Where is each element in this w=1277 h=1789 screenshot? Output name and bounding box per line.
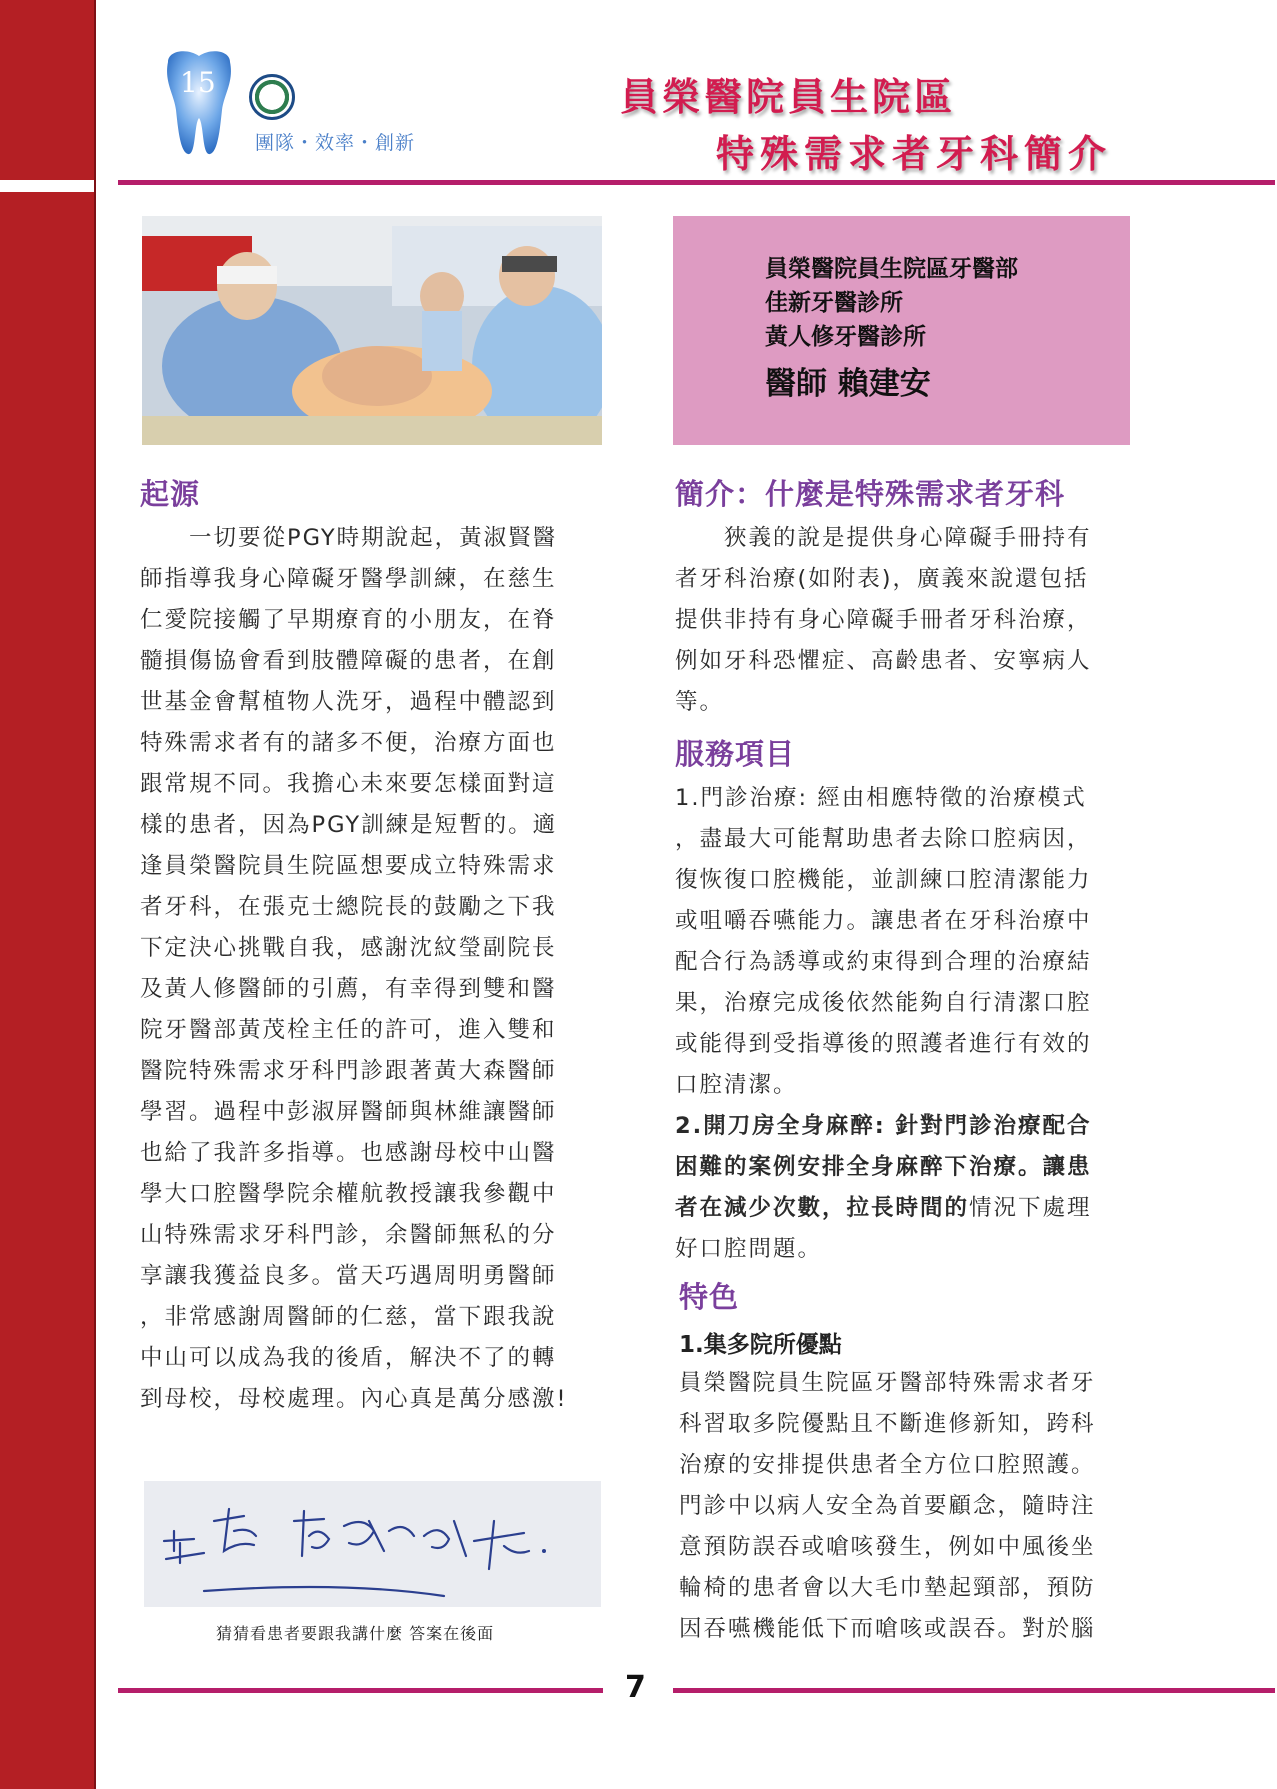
emblem-seal-icon (249, 74, 295, 120)
handwriting-image (144, 1481, 601, 1607)
origin-paragraph (140, 518, 568, 1420)
header-divider (118, 180, 1275, 185)
service1-paragraph (675, 778, 1092, 1106)
tooth-icon (160, 48, 238, 158)
feature-paragraph (679, 1363, 1096, 1650)
intro-line: 狹義的說是提供身心障礙手冊持有 (675, 525, 1092, 551)
origin-line: ，非常感謝周醫師的仁慈，當下跟我說 (140, 1304, 557, 1330)
intro-line: 等。 (675, 689, 725, 715)
left-sidebar-band (0, 0, 94, 1789)
origin-line: 特殊需求者有的諸多不便，治療方面也 (140, 730, 557, 756)
service1-line: 或咀嚼吞嚥能力。讓患者在牙科治療中 (675, 908, 1092, 934)
issue-number: 15 (180, 66, 216, 99)
origin-line: 一切要從PGY時期說起，黃淑賢醫 (140, 525, 558, 551)
feature-line: 門診中以病人安全為首要顧念，隨時注 (679, 1493, 1096, 1519)
service1-line: 配合行為誘導或約束得到合理的治療結 (675, 949, 1092, 975)
section-heading-services: 服務項目 (675, 737, 796, 771)
section-heading-features: 特色 (679, 1280, 740, 1314)
motto: 團隊・效率・創新 (255, 132, 416, 154)
origin-line: 院牙醫部黃茂栓主任的許可，進入雙和 (140, 1017, 557, 1043)
origin-line: 享讓我獲益良多。當天巧遇周明勇醫師 (140, 1263, 557, 1289)
image-caption: 猜猜看患者要跟我講什麼 答案在後面 (216, 1624, 495, 1643)
feature-line: 治療的安排提供患者全方位口腔照護。 (679, 1452, 1096, 1478)
footer-divider-right (673, 1688, 1275, 1693)
service1-line: 口腔清潔。 (675, 1072, 798, 1098)
origin-line: 學習。過程中彭淑屏醫師與林維讓醫師 (140, 1099, 557, 1125)
page-title-line2: 特殊需求者牙科簡介 (716, 132, 1113, 176)
origin-line: 者牙科，在張克士總院長的鼓勵之下我 (140, 894, 557, 920)
feature-line: 員榮醫院員生院區牙醫部特殊需求者牙 (679, 1370, 1096, 1396)
section-heading-intro: 簡介：什麼是特殊需求者牙科 (675, 477, 1066, 511)
author-name: 醫師 賴建安 (765, 366, 931, 402)
origin-line: 逢員榮醫院員生院區想要成立特殊需求 (140, 853, 557, 879)
section-heading-origin: 起源 (140, 477, 201, 511)
service1-line: 果，治療完成後依然能夠自行清潔口腔 (675, 990, 1092, 1016)
origin-line: 及黃人修醫師的引薦，有幸得到雙和醫 (140, 976, 557, 1002)
service2-line1: 2.開刀房全身麻醉: 針對門診治療配合 (675, 1113, 1092, 1139)
service2-line3 (675, 1188, 1092, 1229)
service1-line: 或能得到受指導後的照護者進行有效的 (675, 1031, 1092, 1057)
affiliation-3: 黃人修牙醫診所 (765, 324, 926, 350)
service1-line: 1.門診治療: 經由相應特徵的治療模式 (675, 785, 1087, 811)
service2-line2: 困難的案例安排全身麻醉下治療。讓患 (675, 1154, 1092, 1180)
affiliation-1: 員榮醫院員生院區牙醫部 (765, 256, 1018, 282)
origin-line: 醫院特殊需求牙科門診跟著黃大森醫師 (140, 1058, 557, 1084)
service2-line3-tail: 情況下處理 (969, 1195, 1092, 1221)
origin-line: 跟常規不同。我擔心未來要怎樣面對這 (140, 771, 557, 797)
feature-line: 輪椅的患者會以大毛巾墊起頸部，預防 (679, 1575, 1096, 1601)
feature-line: 科習取多院優點且不斷進修新知，跨科 (679, 1411, 1096, 1437)
dental-treatment-photo (142, 216, 602, 445)
feature-line: 意預防誤吞或嗆咳發生，例如中風後坐 (679, 1534, 1096, 1560)
page-number: 7 (625, 1670, 646, 1705)
page-title-line1: 員榮醫院員生院區 (620, 75, 957, 119)
origin-line: 也給了我許多指導。也感謝母校中山醫 (140, 1140, 557, 1166)
origin-line: 樣的患者，因為PGY訓練是短暫的。適 (140, 812, 558, 838)
feature-line: 因吞嚥機能低下而嗆咳或誤吞。對於腦 (679, 1616, 1096, 1642)
service1-line: ，盡最大可能幫助患者去除口腔病因， (675, 826, 1092, 852)
intro-line: 者牙科治療(如附表)，廣義來說還包括 (675, 566, 1089, 592)
intro-line: 提供非持有身心障礙手冊者牙科治療， (675, 607, 1092, 633)
affiliation-2: 佳新牙醫診所 (765, 290, 903, 316)
sidebar-edge (94, 0, 96, 1789)
service2-paragraph (675, 1106, 1092, 1270)
footer-divider-left (118, 1688, 603, 1693)
feature-subheading: 1.集多院所優點 (679, 1332, 842, 1358)
service2-line4: 好口腔問題。 (675, 1236, 823, 1262)
origin-line: 山特殊需求牙科門診，余醫師無私的分 (140, 1222, 557, 1248)
sidebar-white-stripe (0, 180, 94, 192)
origin-line: 師指導我身心障礙牙醫學訓練，在慈生 (140, 566, 557, 592)
origin-line: 學大口腔醫學院余權航教授讓我參觀中 (140, 1181, 557, 1207)
origin-line: 下定決心挑戰自我，感謝沈紋瑩副院長 (140, 935, 557, 961)
author-info-box (673, 216, 1130, 445)
origin-line: 髓損傷協會看到肢體障礙的患者，在創 (140, 648, 557, 674)
intro-paragraph (675, 518, 1092, 723)
origin-line: 到母校，母校處理。內心真是萬分感激! (140, 1386, 568, 1412)
origin-line: 中山可以成為我的後盾，解決不了的轉 (140, 1345, 557, 1371)
origin-line: 仁愛院接觸了早期療育的小朋友，在脊 (140, 607, 557, 633)
intro-line: 例如牙科恐懼症、高齡患者、安寧病人 (675, 648, 1092, 674)
service1-line: 復恢復口腔機能，並訓練口腔清潔能力 (675, 867, 1092, 893)
origin-line: 世基金會幫植物人洗牙，過程中體認到 (140, 689, 557, 715)
service2-line3-bold: 者在減少次數，拉長時間的 (675, 1195, 970, 1221)
